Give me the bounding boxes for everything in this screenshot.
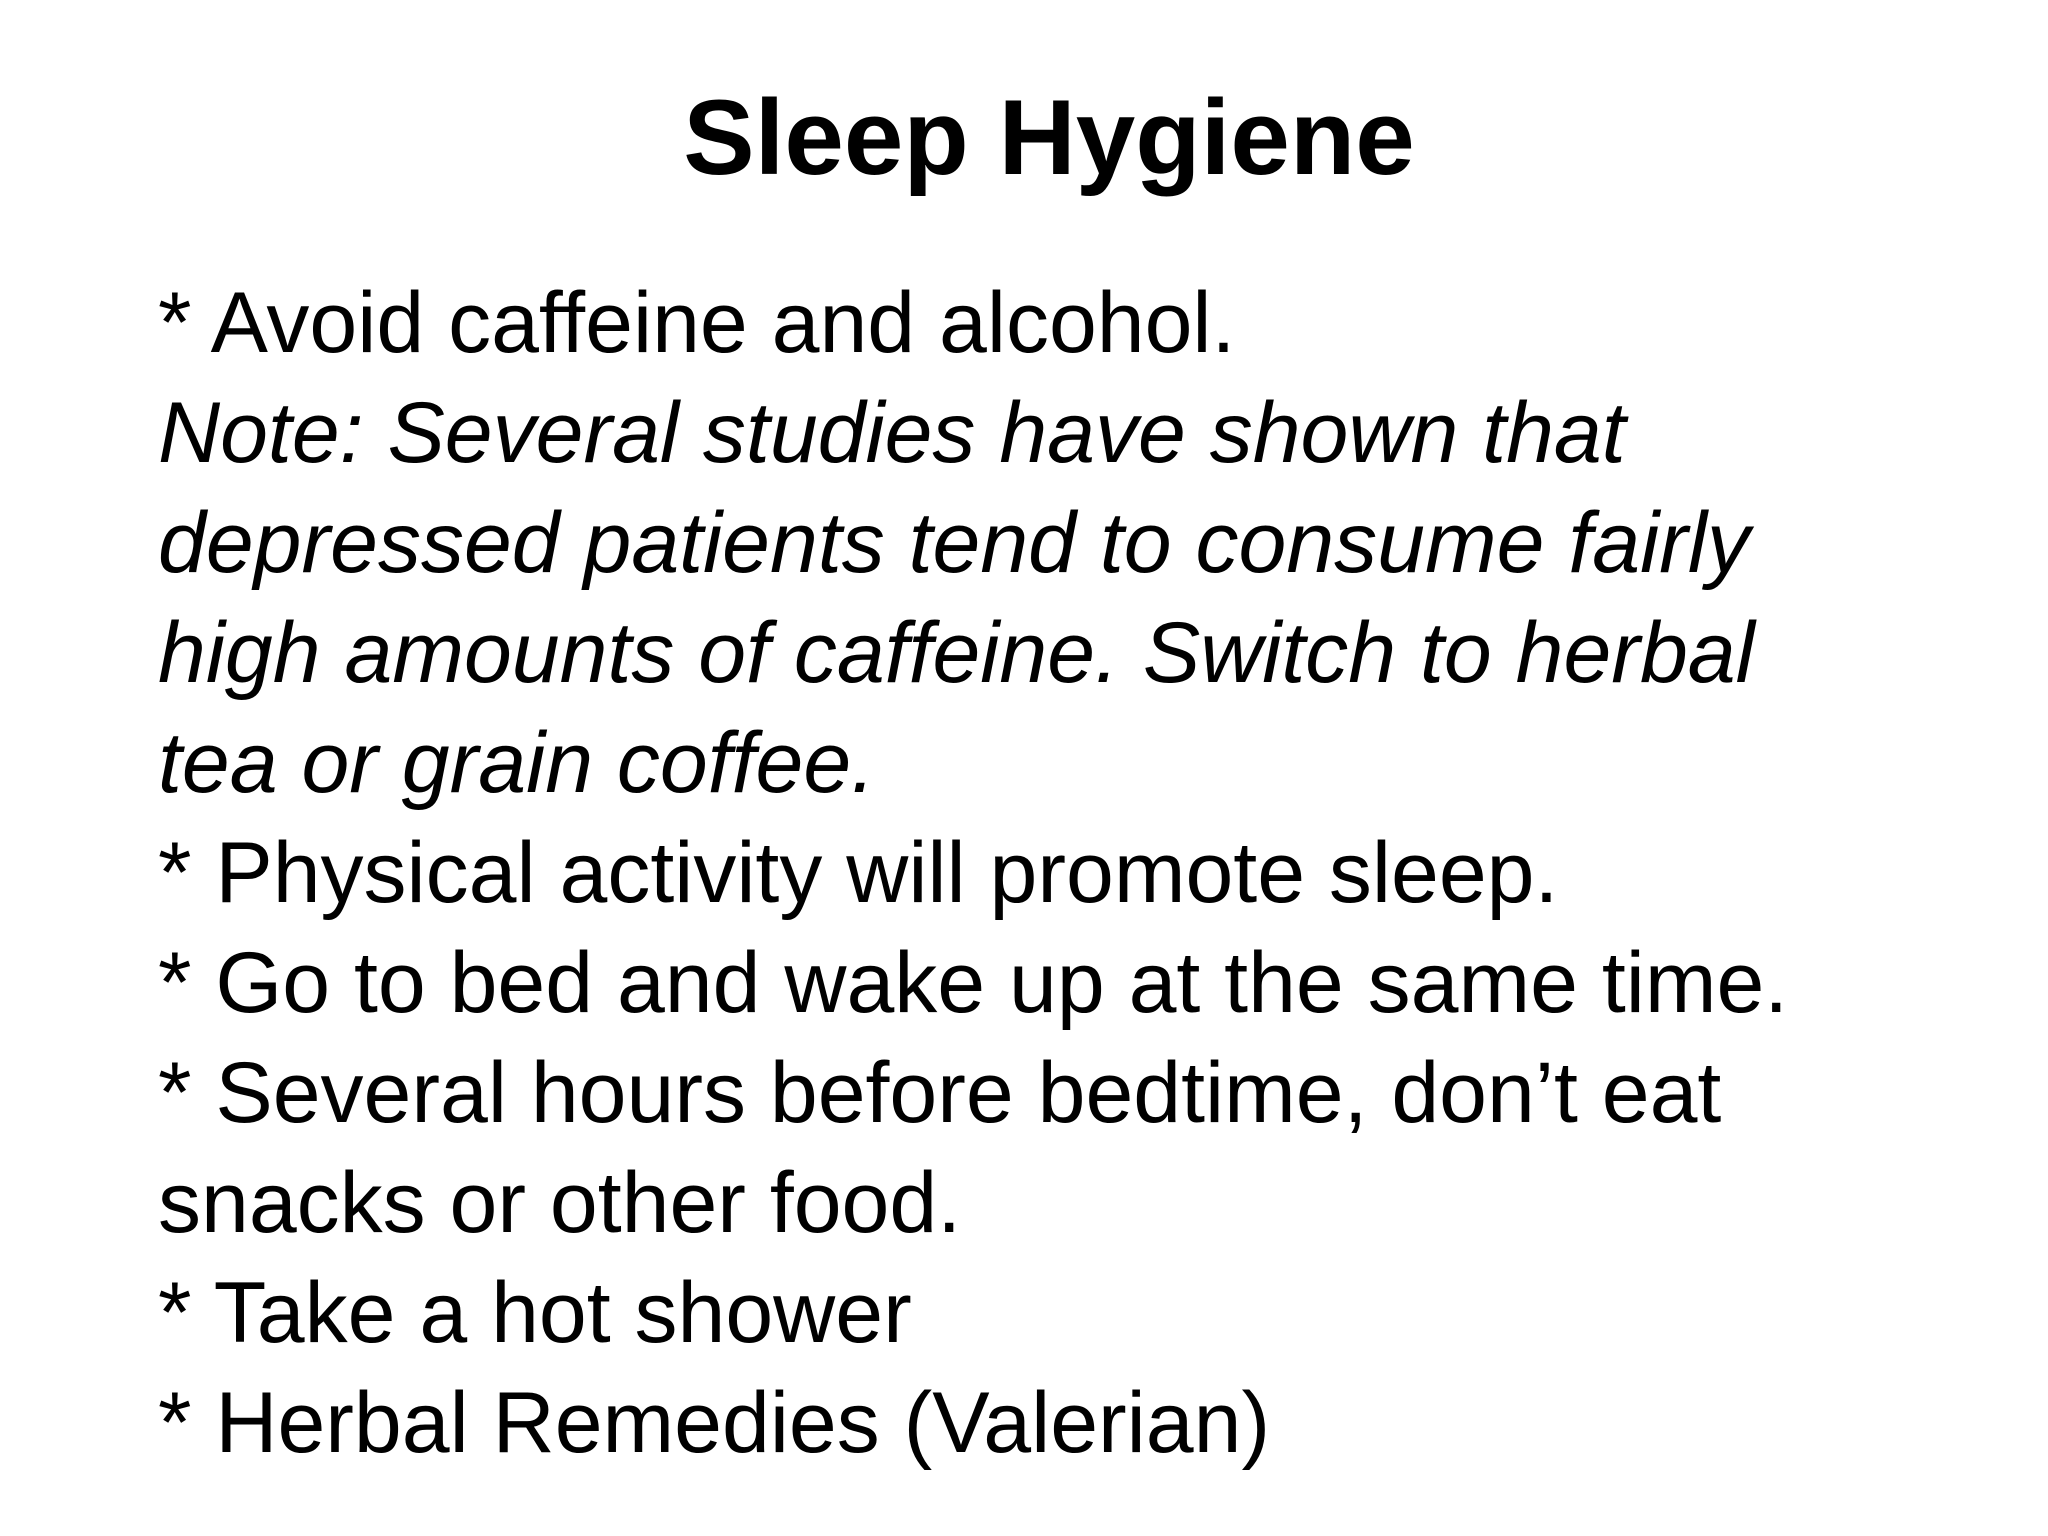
- note-line-3: high amounts of caffeine. Switch to herbal: [158, 605, 1755, 701]
- slide-title: Sleep Hygiene: [683, 77, 1415, 197]
- note-line-1: Note: Several studies have shown that: [158, 385, 1626, 481]
- note-line-4: tea or grain coffee.: [158, 715, 876, 811]
- bullet-herbal-remedies: * Herbal Remedies (Valerian): [158, 1375, 1271, 1471]
- bullet-physical-activity: * Physical activity will promote sleep.: [158, 825, 1559, 921]
- bullet-hot-shower: * Take a hot shower: [158, 1265, 912, 1361]
- slide-body: [158, 268, 2018, 1478]
- bullet-avoid-caffeine: * Avoid caffeine and alcohol.: [158, 275, 1236, 371]
- bullet-same-time: * Go to bed and wake up at the same time.: [158, 935, 1789, 1031]
- bullet-no-food-line-2: snacks or other food.: [158, 1155, 962, 1251]
- note-line-2: depressed patients tend to consume fairly: [158, 495, 1750, 591]
- bullet-no-food-line-1: * Several hours before bedtime, don’t eat: [158, 1045, 1722, 1141]
